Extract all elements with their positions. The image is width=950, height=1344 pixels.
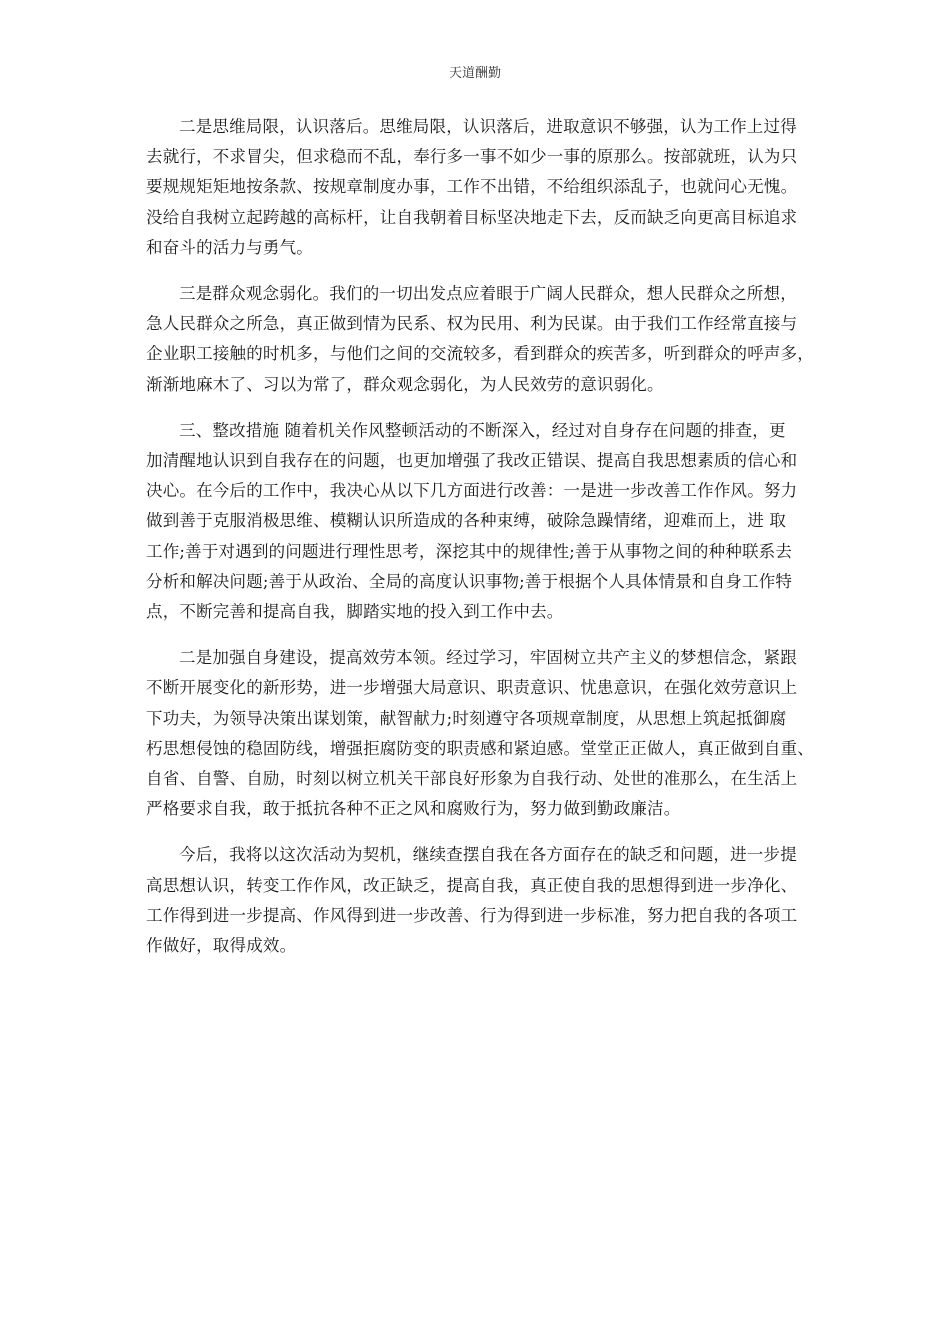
- paragraph-line: 决心。在今后的工作中，我决心从以下几方面进行改善：一是进一步改善工作作风。努力: [146, 481, 798, 501]
- paragraph-line: 作做好，取得成效。: [146, 936, 297, 956]
- paragraph-line: 去就行，不求冒尖，但求稳而不乱，奉行多一事不如少一事的原那么。按部就班，认为只: [146, 147, 798, 167]
- paragraph-line: 自省、自警、自励，时刻以树立机关干部良好形象为自我行动、处世的准那么，在生活上: [146, 769, 798, 789]
- paragraph-line: 二是加强自身建设，提高效劳本领。经过学习，牢固树立共产主义的梦想信念，紧跟: [179, 648, 797, 668]
- paragraph-5: [146, 840, 806, 961]
- paragraph-line: 加清醒地认识到自我存在的问题，也更加增强了我改正错误、提高自我思想素质的信心和: [146, 451, 798, 471]
- paragraph-line: 和奋斗的活力与勇气。: [146, 237, 313, 257]
- paragraph-line: 工作得到进一步提高、作风得到进一步改善、行为得到进一步标准，努力把自我的各项工: [146, 905, 798, 925]
- paragraph-3: [146, 416, 806, 627]
- paragraph-line: 分析和解决问题;善于从政治、全局的高度认识事物;善于根据个人具体情景和自身工作特: [146, 571, 793, 591]
- paragraph-line: 下功夫，为领导决策出谋划策，献智献力;时刻遵守各项规章制度，从思想上筑起抵御腐: [146, 708, 787, 728]
- paragraph-line: 急人民群众之所急，真正做到情为民系、权为民用、利为民谋。由于我们工作经常直接与: [146, 314, 798, 334]
- paragraph-line: 二是思维局限，认识落后。思维局限，认识落后，进取意识不够强，认为工作上过得: [179, 117, 797, 136]
- paragraph-line: 企业职工接触的时机多，与他们之间的交流较多，看到群众的疾苦多，听到群众的呼声多，: [146, 344, 814, 364]
- paragraph-line: 三是群众观念弱化。我们的一切出发点应着眼于广阔人民群众，想人民群众之所想，: [179, 284, 797, 304]
- paragraph-line: 严格要求自我，敢于抵抗各种不正之风和腐败行为，努力做到勤政廉洁。: [146, 799, 681, 819]
- paragraph-2: [146, 279, 814, 400]
- paragraph-line: 渐渐地麻木了、习以为常了，群众观念弱化，为人民效劳的意识弱化。: [146, 374, 664, 394]
- paragraph-line: 朽思想侵蚀的稳固防线，增强拒腐防变的职责感和紧迫感。堂堂正正做人，真正做到自重、: [146, 738, 814, 758]
- paragraph-line: 工作;善于对遇到的问题进行理性思考，深挖其中的规律性;善于从事物之间的种种联系去: [146, 541, 793, 561]
- paragraph-line: 要规规矩矩地按条款、按规章制度办事，工作不出错，不给组织添乱子，也就问心无愧。: [146, 177, 798, 197]
- paragraph-4: [146, 643, 814, 824]
- paragraph-line: 做到善于克服消极思维、模糊认识所造成的各种束缚，破除急躁情绪，迎难而上，进 取: [146, 511, 787, 531]
- paragraph-line: 点，不断完善和提高自我，脚踏实地的投入到工作中去。: [146, 602, 564, 622]
- paragraph-line: 三、整改措施 随着机关作风整顿活动的不断深入，经过对自身存在问题的排查，更: [179, 420, 786, 440]
- paragraph-line: 今后，我将以这次活动为契机，继续查摆自我在各方面存在的缺乏和问题，进一步提: [179, 845, 797, 865]
- page-header: 天道酬勤: [448, 66, 501, 81]
- paragraph-1: [146, 112, 806, 263]
- paragraph-line: 没给自我树立起跨越的高标杆，让自我朝着目标坚决地走下去，反而缺乏向更高目标追求: [146, 207, 798, 227]
- paragraph-line: 高思想认识，转变工作作风，改正缺乏，提高自我，真正使自我的思想得到进一步净化、: [146, 875, 798, 895]
- paragraph-line: 不断开展变化的新形势，进一步增强大局意识、职责意识、忧患意识，在强化效劳意识上: [146, 678, 798, 698]
- document-body: [146, 112, 814, 977]
